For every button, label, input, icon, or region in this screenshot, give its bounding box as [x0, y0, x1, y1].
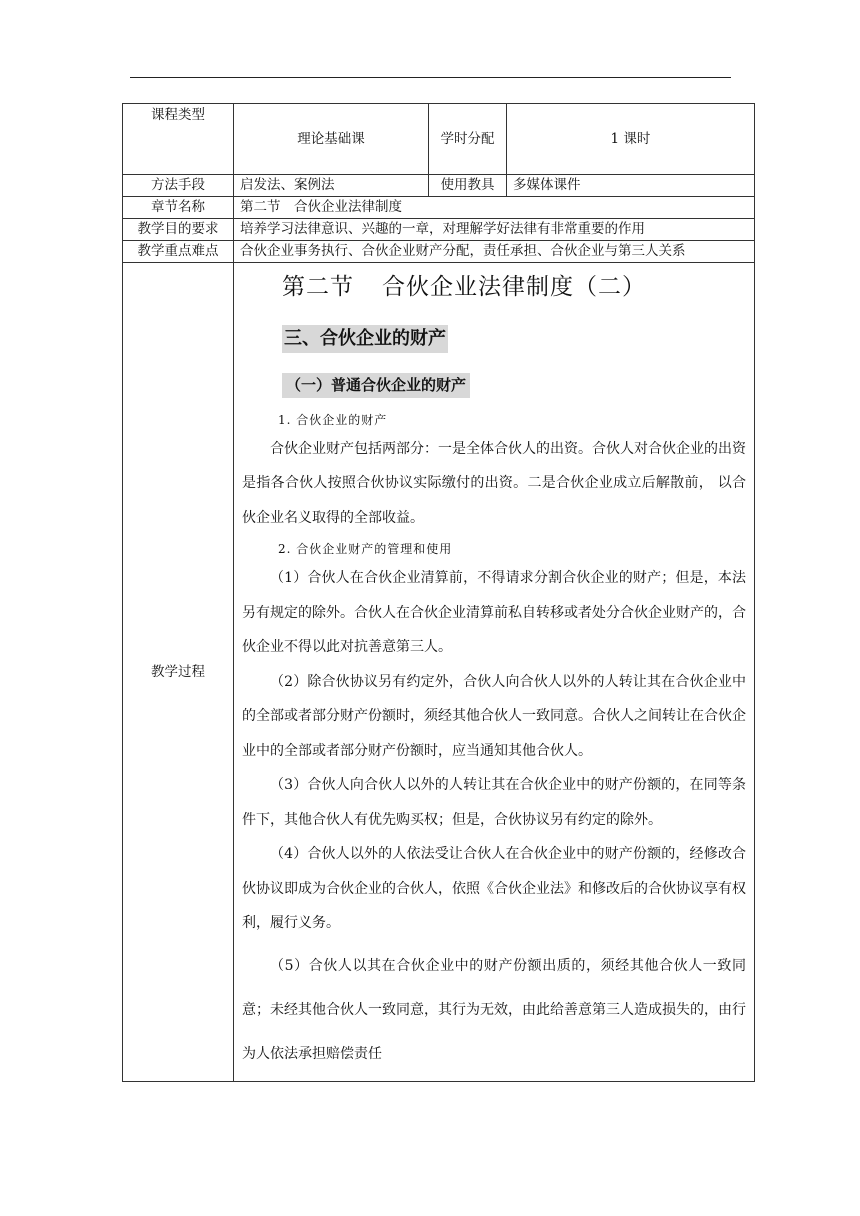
header-rule	[130, 77, 731, 78]
goal-value: 培养学习法律意识、兴趣的一章，对理解学好法律有非常重要的作用	[234, 219, 755, 241]
goal-label: 教学目的要求	[123, 219, 234, 241]
paragraph-3: （3）合伙人向合伙人以外的人转让其在合伙企业中的财产份额的，在同等条件下，其他合伙人有优先购买权；但是，合伙协议另有约定的除外。	[242, 777, 746, 828]
goal-row	[123, 219, 755, 241]
process-content	[234, 263, 755, 1082]
method-row	[123, 175, 755, 197]
paragraph-2: （2）除合伙协议另有约定外，合伙人向合伙人以外的人转让其在合伙企业中的全部或者部分财产份额时，须经其他合伙人一致同意。合伙人之间转让在合伙企业中的全部或者部分财产份额时，应当通知其他合伙人。	[242, 673, 746, 759]
lesson-plan-table	[122, 103, 755, 1082]
item2-title: 2. 合伙企业财产的管理和使用	[278, 542, 453, 557]
item1-text: 合伙企业财产包括两部分：一是全体合伙人的出资。合伙人对合伙企业的出资是指各合伙人按照合伙协议实际缴付的出资。二是合伙企业成立后解散前， 以合伙企业名义取得的全部收益。	[242, 440, 746, 526]
paragraph-5: （5）合伙人以其在合伙企业中的财产份额出质的，须经其他合伙人一致同意；未经其他合伙人一致同意，其行为无效，由此给善意第三人造成损失的，由行为人依法承担赔偿责任	[242, 957, 746, 1062]
key-points-value: 合伙企业事务执行、合伙企业财产分配，责任承担、合伙企业与第三人关系	[234, 241, 755, 263]
section-name: 合伙企业法律制度（二）	[382, 274, 646, 300]
process-label: 教学过程	[123, 263, 234, 1082]
method-label: 方法手段	[123, 175, 234, 197]
key-points-label: 教学重点难点	[123, 241, 234, 263]
hours-label: 学时分配	[429, 104, 507, 175]
heading-general-partnership-property: （一）普通合伙企业的财产	[282, 373, 470, 397]
tools-value: 多媒体课件	[507, 175, 755, 197]
course-type-label: 课程类型	[123, 104, 234, 175]
tools-label: 使用教具	[429, 175, 507, 197]
course-type-row	[123, 104, 755, 175]
process-row	[123, 263, 755, 1082]
paragraph-1: （1）合伙人在合伙企业清算前，不得请求分割合伙企业的财产；但是，本法另有规定的除外。合伙人在合伙企业清算前私自转移或者处分合伙企业财产的，合伙企业不得以此对抗善意第三人。	[242, 570, 746, 656]
section-title	[282, 272, 746, 303]
hours-value: 1 课时	[507, 104, 755, 175]
chapter-label: 章节名称	[123, 197, 234, 219]
item1-title: 1. 合伙企业的财产	[278, 412, 388, 427]
method-value: 启发法、案例法	[234, 175, 429, 197]
course-type-value: 理论基础课	[234, 104, 429, 175]
paragraph-4: （4）合伙人以外的人依法受让合伙人在合伙企业中的财产份额的，经修改合伙协议即成为合伙企业的合伙人，依照《合伙企业法》和修改后的合伙协议享有权利，履行义务。	[242, 846, 746, 932]
chapter-value: 第二节 合伙企业法律制度	[234, 197, 755, 219]
key-points-row	[123, 241, 755, 263]
section-number: 第二节	[282, 274, 354, 300]
chapter-row	[123, 197, 755, 219]
heading-property: 三、合伙企业的财产	[282, 325, 448, 353]
